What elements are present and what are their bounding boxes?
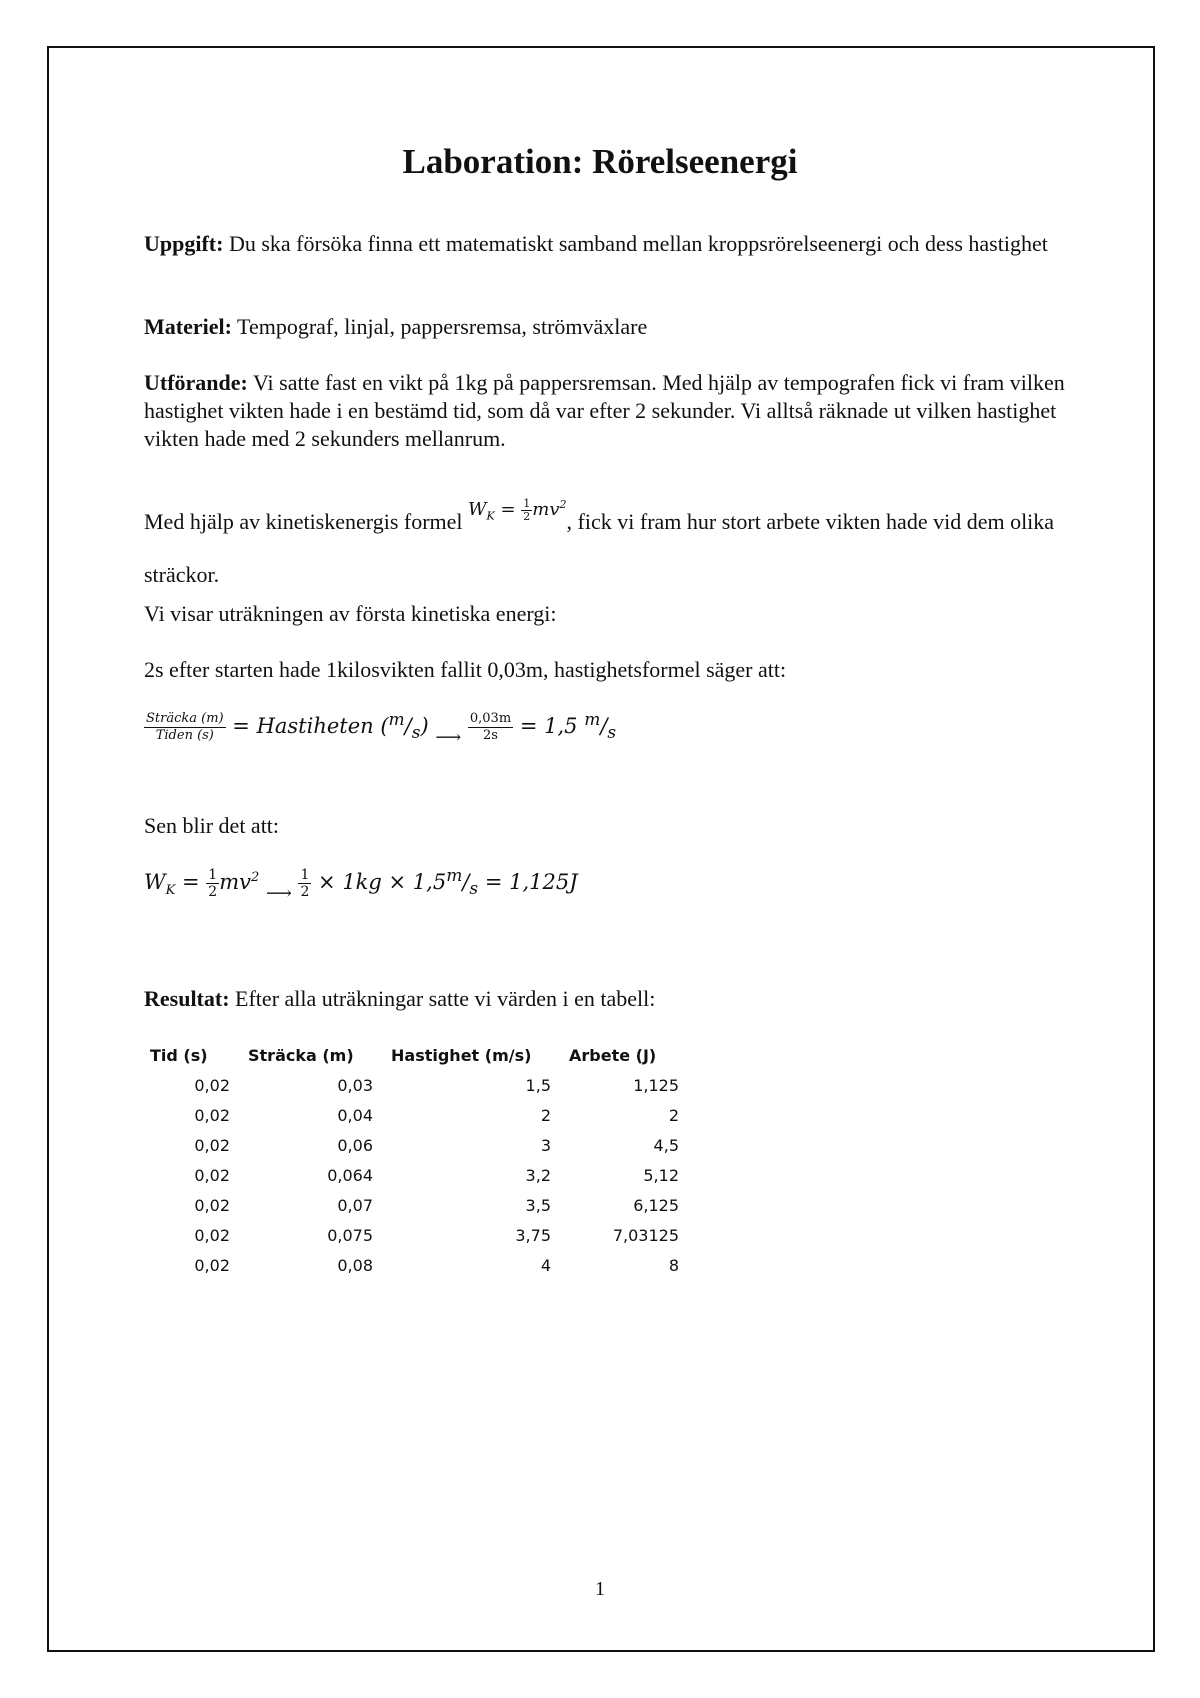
table-row <box>144 1100 691 1130</box>
cell-time: 0,02 <box>194 1195 230 1215</box>
table-row <box>144 1220 691 1250</box>
formula-text-after: , fick vi fram hur stort arbete vikten hade vid dem olika sträckor. <box>144 509 1055 587</box>
procedure-paragraph <box>144 369 1074 453</box>
results-table <box>144 1040 691 1280</box>
cell-work: 2 <box>668 1105 679 1125</box>
cell-work: 7,03125 <box>612 1225 679 1245</box>
cell-velocity: 2 <box>540 1105 551 1125</box>
cell-time: 0,02 <box>194 1075 230 1095</box>
task-paragraph <box>144 230 1074 258</box>
formula-paragraph <box>144 497 1074 597</box>
task-text: Du ska försöka finna ett matematiskt samband mellan kroppsrörelseenergi och dess hastighet <box>223 231 1048 256</box>
materials-text: Tempograf, linjal, pappersremsa, strömväxlare <box>231 314 648 339</box>
cell-distance: 0,08 <box>337 1255 373 1275</box>
cell-distance: 0,07 <box>337 1195 373 1215</box>
page-title: Laboration: Rörelseenergi <box>402 142 798 181</box>
formula-text-before: Med hjälp av kinetiskenergis formel <box>144 509 469 534</box>
kinetic-energy-formula: $W_K$ = $\frac{1}{2}$ $mv^2$ <box>468 496 567 523</box>
header-distance: Sträcka (m) <box>248 1045 354 1065</box>
then-text: Sen blir det att: <box>144 813 280 838</box>
implies-arrow-icon: ⟶ <box>265 883 292 904</box>
procedure-text: Vi satte fast en vikt på 1kg på pappersremsan. Med hjälp av tempografen fick vi fram vilken hastighet vikten hade i en bestämd tid, som då var efter 2 sekunder. Vi alltså räknade ut vilken hastighet vikten hade med 2 sekunders mellanrum. <box>144 370 1065 451</box>
cell-distance: 0,03 <box>337 1075 373 1095</box>
cell-work: 8 <box>668 1255 679 1275</box>
table-row <box>144 1160 691 1190</box>
cell-velocity: 3,2 <box>525 1165 551 1185</box>
table-row <box>144 1250 691 1280</box>
table-row <box>144 1070 691 1100</box>
header-work: Arbete (J) <box>569 1045 657 1065</box>
cell-distance: 0,04 <box>337 1105 373 1125</box>
table-row <box>144 1190 691 1220</box>
task-label: Uppgift: <box>144 231 224 256</box>
energy-equation: $W_K$ = $\frac{1}{2}$ $mv^2$ ⟶ $\frac{1}{2}$ × $1kg \times 1,5^m/_s = 1,125J$ <box>144 866 578 904</box>
cell-time: 0,02 <box>194 1135 230 1155</box>
results-paragraph <box>144 985 1074 1013</box>
cell-velocity: 4 <box>540 1255 551 1275</box>
cell-work: 6,125 <box>633 1195 679 1215</box>
table-header-row <box>144 1040 691 1070</box>
cell-distance: 0,06 <box>337 1135 373 1155</box>
materials-paragraph <box>144 313 1074 341</box>
cell-velocity: 3,75 <box>515 1225 551 1245</box>
cell-work: 5,12 <box>643 1165 679 1185</box>
cell-time: 0,02 <box>194 1225 230 1245</box>
cell-distance: 0,064 <box>327 1165 373 1185</box>
cell-work: 4,5 <box>653 1135 679 1155</box>
cell-velocity: 1,5 <box>525 1075 551 1095</box>
header-time: Tid (s) <box>150 1045 208 1065</box>
implies-arrow-icon: ⟶ <box>435 727 462 748</box>
cell-time: 0,02 <box>194 1255 230 1275</box>
cell-velocity: 3,5 <box>525 1195 551 1215</box>
cell-velocity: 3 <box>540 1135 551 1155</box>
cell-distance: 0,075 <box>327 1225 373 1245</box>
fall-text: 2s efter starten hade 1kilosvikten fallit 0,03m, hastighetsformel säger att: <box>144 657 787 682</box>
page-number: 1 <box>595 1578 605 1600</box>
materials-label: Materiel: <box>144 314 232 339</box>
cell-time: 0,02 <box>194 1165 230 1185</box>
calc-intro: Vi visar uträkningen av första kinetiska energi: <box>144 601 557 626</box>
results-text: Efter alla uträkningar satte vi värden i en tabell: <box>229 986 656 1011</box>
velocity-equation: $\frac{\text{Sträcka (m)}}{\text{Tiden (s)}}$ = Hastiheten $(^m/_s)$ ⟶ $\frac{0,03m}{2s}$ = 1,5 $^m/_s$ <box>146 710 617 748</box>
table-row <box>144 1130 691 1160</box>
results-label: Resultat: <box>144 986 230 1011</box>
page-border <box>47 46 1155 1652</box>
cell-work: 1,125 <box>633 1075 679 1095</box>
procedure-label: Utförande: <box>144 370 248 395</box>
cell-time: 0,02 <box>194 1105 230 1125</box>
header-velocity: Hastighet (m/s) <box>391 1045 532 1065</box>
